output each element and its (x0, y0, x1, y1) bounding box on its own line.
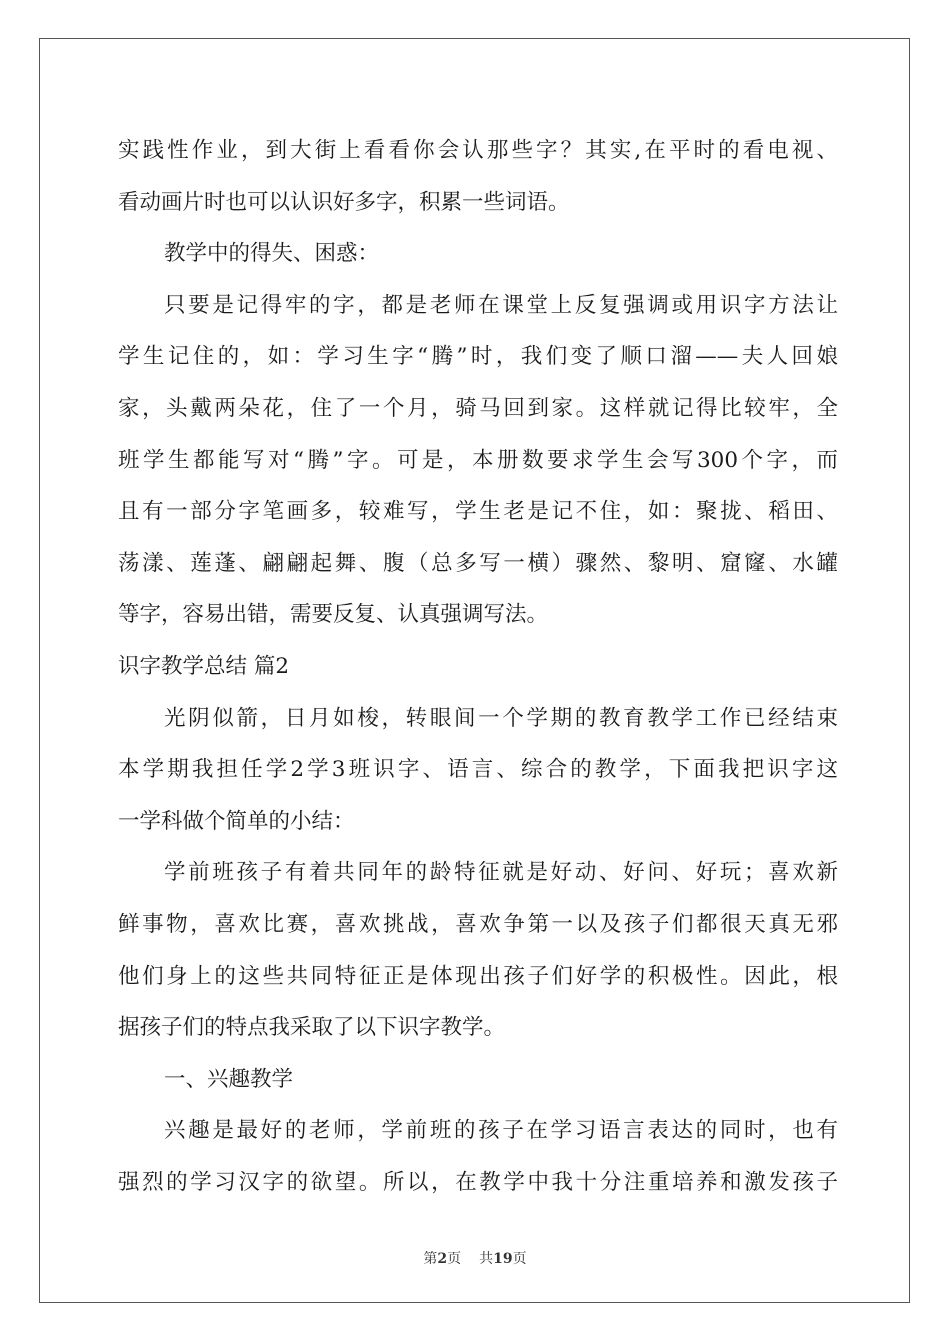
page-suffix: 页 (447, 1251, 462, 1267)
text-line: 学生记住的，如：学习生字“腾”时，我们变了顺口溜——夫人回娘 (118, 344, 838, 370)
total-pages: 19 (493, 1251, 513, 1267)
text-line: 一学科做个简单的小结： (118, 808, 355, 834)
text-line: 实践性作业，到大街上看看你会认那些字？其实,在平时的看电视、 (118, 138, 838, 163)
text-line: 教学中的得失、困惑： (164, 241, 380, 267)
text-line: 本学期我担任学2学3班识字、语言、综合的教学，下面我把识字这 (118, 757, 838, 783)
page-prefix: 第 (423, 1251, 438, 1267)
section-heading: 识字教学总结 篇2 (118, 653, 290, 679)
subheading: 一、兴趣教学 (164, 1066, 294, 1092)
text-line: 看动画片时也可以认识好多字，积累一些词语。 (118, 189, 570, 215)
text-line: 且有一部分字笔画多，较难写，学生老是记不住，如：聚拢、稻田、 (118, 499, 838, 525)
text-line: 班学生都能写对“腾”字。可是，本册数要求学生会写300个字，而 (118, 447, 838, 473)
text-line: 据孩子们的特点我采取了以下识字教学。 (118, 1015, 506, 1041)
text-line: 兴趣是最好的老师，学前班的孩子在学习语言表达的同时，也有 (164, 1118, 838, 1144)
total-prefix: 共 (479, 1251, 494, 1267)
document-body (118, 125, 838, 1208)
page-number: 2 (437, 1251, 448, 1267)
total-suffix: 页 (512, 1251, 527, 1267)
text-line: 光阴似箭，日月如梭，转眼间一个学期的教育教学工作已经结束 (164, 705, 838, 731)
text-line: 他们身上的这些共同特征正是体现出孩子们好学的积极性。因此，根 (118, 963, 838, 989)
text-line: 家，头戴两朵花，住了一个月，骑马回到家。这样就记得比较牢，全 (118, 395, 838, 421)
text-line: 荡漾、莲蓬、翩翩起舞、腹（总多写一横）骤然、黎明、窟窿、水罐 (118, 550, 838, 576)
text-line: 学前班孩子有着共同年的龄特征就是好动、好问、好玩；喜欢新 (164, 860, 838, 886)
page-footer (0, 1248, 950, 1268)
text-line: 只要是记得牢的字，都是老师在课堂上反复强调或用识字方法让 (164, 292, 838, 318)
text-line: 鲜事物，喜欢比赛，喜欢挑战，喜欢争第一以及孩子们都很天真无邪 (118, 911, 838, 937)
text-line: 强烈的学习汉字的欲望。所以，在教学中我十分注重培养和激发孩子 (118, 1169, 838, 1195)
text-line: 等字，容易出错，需要反复、认真强调写法。 (118, 602, 549, 628)
